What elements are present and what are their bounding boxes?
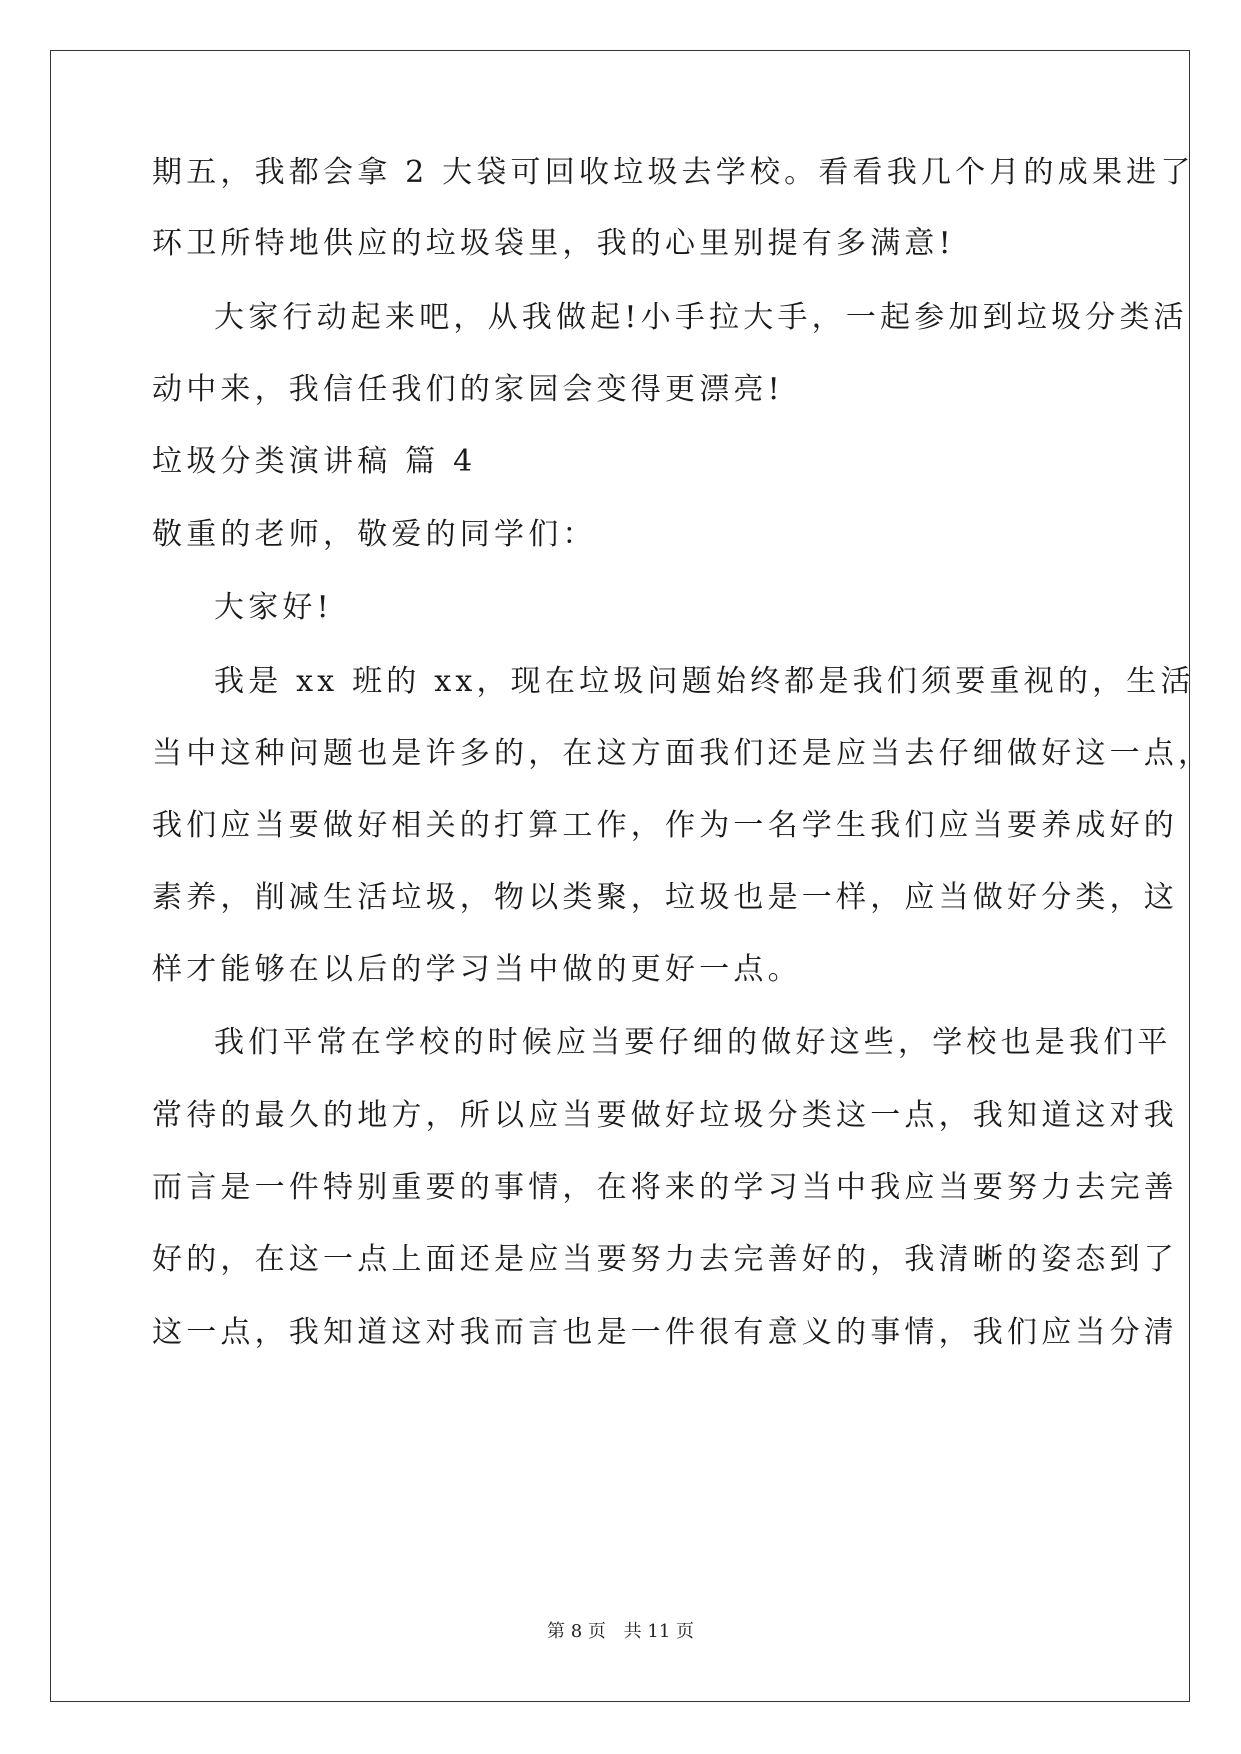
- page-number: 第 8 页: [547, 1621, 606, 1642]
- text-line-15: 而言是一件特别重要的事情，在将来的学习当中我应当要努力去完善: [152, 1170, 1178, 1205]
- section-heading: 垃圾分类演讲稿 篇 4: [152, 444, 477, 479]
- text-line-16: 好的，在这一点上面还是应当要努力去完善好的，我清晰的姿态到了: [152, 1242, 1178, 1277]
- text-line-2: 环卫所特地供应的垃圾袋里，我的心里别提有多满意!: [152, 226, 955, 261]
- page-footer: [0, 1620, 1241, 1644]
- greeting: 大家好!: [214, 590, 333, 625]
- page-total: 共 11 页: [623, 1621, 694, 1642]
- text-line-10: 我们应当要做好相关的打算工作，作为一名学生我们应当要养成好的: [152, 808, 1178, 843]
- text-line-11: 素养，削减生活垃圾，物以类聚，垃圾也是一样，应当做好分类，这: [152, 880, 1178, 915]
- text-line-4: 动中来，我信任我们的家园会变得更漂亮!: [152, 372, 784, 407]
- text-line-9: 当中这种问题也是许多的，在这方面我们还是应当去仔细做好这一点，: [152, 736, 1213, 771]
- text-line-8: 我是 xx 班的 xx，现在垃圾问题始终都是我们须要重视的，生活: [214, 664, 1195, 699]
- salutation: 敬重的老师，敬爱的同学们：: [152, 517, 597, 552]
- text-line-17: 这一点，我知道这对我而言也是一件很有意义的事情，我们应当分清: [152, 1315, 1178, 1350]
- text-line-13: 我们平常在学校的时候应当要仔细的做好这些，学校也是我们平: [214, 1025, 1172, 1060]
- text-line-3: 大家行动起来吧，从我做起!小手拉大手，一起参加到垃圾分类活: [214, 300, 1188, 335]
- text-line-14: 常待的最久的地方，所以应当要做好垃圾分类这一点，我知道这对我: [152, 1098, 1178, 1133]
- text-line-1: 期五，我都会拿 2 大袋可回收垃圾去学校。看看我几个月的成果进了: [152, 155, 1195, 190]
- text-line-12: 样才能够在以后的学习当中做的更好一点。: [152, 952, 802, 987]
